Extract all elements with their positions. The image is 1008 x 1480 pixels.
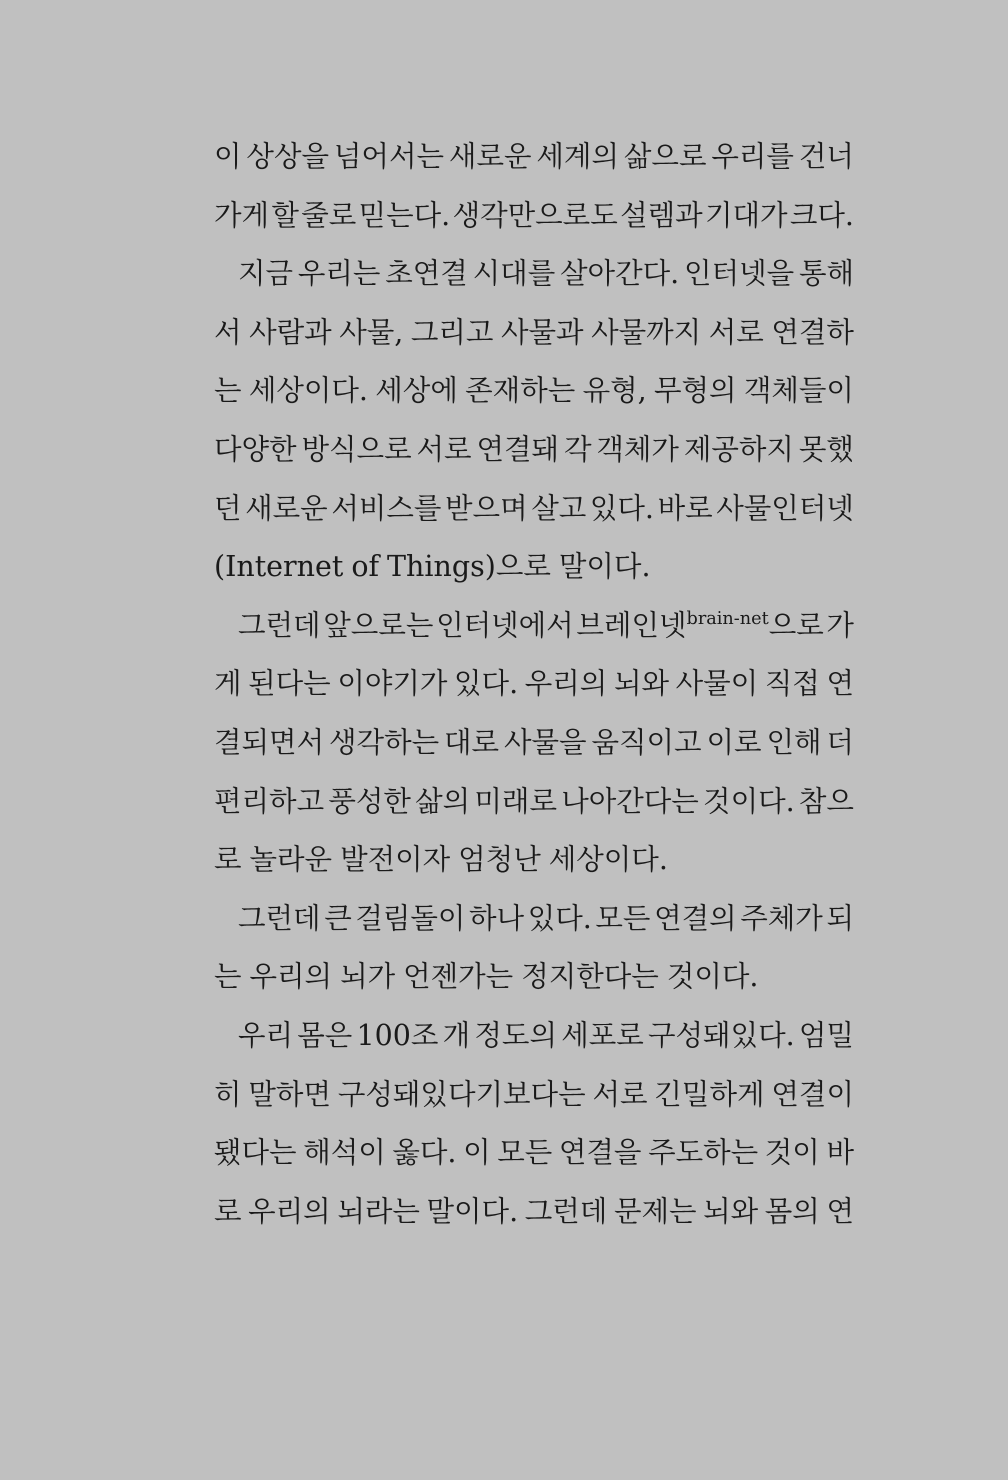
word: 새로운 — [448, 140, 532, 173]
word: 나아간다는 — [561, 784, 699, 818]
text-line — [214, 245, 854, 304]
text-line — [214, 831, 854, 890]
word: 엄밀 — [798, 1018, 854, 1052]
word: 건너 — [798, 140, 854, 173]
word-suffix: 으로 — [768, 608, 824, 642]
word: 크다. — [789, 198, 854, 232]
word: (Internet — [214, 550, 344, 584]
word: 객체가 — [596, 432, 679, 466]
word: 서로 — [592, 1077, 648, 1111]
word: 못했 — [798, 432, 854, 466]
word: 무형의 — [653, 374, 737, 408]
word: 우리의 — [248, 1194, 331, 1228]
word: 모든 — [497, 1136, 553, 1170]
word: 해석이 — [303, 1136, 386, 1170]
word: 되 — [826, 901, 854, 935]
word: 문제는 — [613, 1194, 697, 1228]
word: 사물까지 — [591, 315, 702, 349]
word: 바 — [826, 1136, 854, 1170]
word: 살고 — [531, 491, 587, 525]
word: 연결돼 — [476, 432, 560, 466]
word: 인터넷을 — [684, 257, 795, 291]
word: 풍성한 — [328, 784, 411, 818]
text-line — [214, 1066, 854, 1125]
word: 인터넷에서 — [436, 608, 574, 642]
word: 이 — [214, 140, 242, 173]
word: 기대가 — [704, 198, 788, 232]
word: 있다. — [454, 667, 519, 701]
word: 그리고 — [410, 315, 494, 349]
text-line — [214, 187, 854, 246]
word: 발전이자 — [340, 843, 451, 877]
word: 설렘과 — [620, 198, 703, 232]
word: 사물, — [339, 315, 404, 349]
word: 초연결 — [385, 257, 468, 291]
text-line — [214, 480, 854, 539]
word: 말이다. — [558, 550, 651, 584]
word: 방식으로 — [301, 432, 412, 466]
text-line — [214, 714, 854, 773]
word: 참으 — [798, 784, 854, 818]
text-line — [214, 128, 854, 187]
word: 가게 — [214, 198, 270, 232]
word: 편리하고 — [214, 784, 325, 818]
word: 인해 — [766, 725, 822, 759]
word: 바로 — [657, 491, 713, 525]
word: 앞으로는 — [323, 608, 434, 642]
word: 몸의 — [764, 1194, 820, 1228]
word: 정지한다는 — [521, 960, 659, 994]
word: 주도하는 — [648, 1136, 759, 1170]
word: 세상이다. — [548, 843, 668, 877]
word: 는 — [214, 960, 242, 994]
word: 뇌와 — [613, 667, 669, 701]
word: 믿는다. — [358, 198, 451, 232]
word: 모든 — [595, 901, 651, 935]
text-line — [214, 597, 854, 656]
word: 연 — [826, 1194, 854, 1228]
word: 이로 — [706, 725, 762, 759]
word: 존재하는 — [465, 374, 576, 408]
word: 로 — [214, 843, 242, 877]
word: 있다. — [527, 901, 592, 935]
word: 넘어서는 — [333, 140, 445, 173]
word: 대로 — [444, 725, 500, 759]
word: 언젠가는 — [403, 960, 514, 994]
word: 통해 — [798, 257, 854, 291]
word: 사물인터넷 — [716, 491, 854, 525]
word: 긴밀하게 — [654, 1077, 765, 1111]
word: 이 — [463, 1136, 491, 1170]
word: 결되면서 — [214, 725, 325, 759]
word: 객체들이 — [743, 374, 854, 408]
text-line — [214, 362, 854, 421]
word: 걸림돌이 — [355, 901, 466, 935]
word: 세포로 — [561, 1018, 644, 1052]
word: 생각만으로도 — [452, 198, 618, 232]
text-line — [214, 538, 854, 597]
word: 세상이다. — [248, 374, 368, 408]
word: 100조 — [356, 1018, 439, 1052]
word: 받으며 — [445, 491, 528, 525]
word: 우리의 — [249, 960, 333, 994]
word: 뇌와 — [703, 1194, 759, 1228]
text-line — [214, 890, 854, 949]
word: 줄로 — [301, 198, 357, 232]
text-line — [214, 773, 854, 832]
word: 삶의 — [415, 784, 471, 818]
word: 사물이 — [675, 667, 759, 701]
text-line — [214, 655, 854, 714]
word: 구성돼있다. — [648, 1018, 795, 1052]
word: 놀라운 — [249, 843, 333, 877]
word: 서비스를 — [331, 491, 442, 525]
word: 상상을 — [246, 140, 330, 173]
word: 사물과 — [500, 315, 584, 349]
word: 삶으로 — [623, 140, 707, 173]
word: of — [351, 550, 380, 584]
word: 연결을 — [558, 1136, 642, 1170]
text-line — [214, 1183, 854, 1242]
word: Things)으로 — [387, 550, 551, 584]
word: 각 — [563, 432, 592, 466]
word: 움직이고 — [591, 725, 702, 759]
text-line — [214, 948, 854, 1007]
word: 옳다. — [392, 1136, 457, 1170]
word: 미래로 — [474, 784, 557, 818]
word: 시대를 — [472, 257, 556, 291]
word: 우리의 — [524, 667, 608, 701]
superscript-annotation: brain-net — [686, 608, 769, 629]
word: 서로 — [708, 315, 764, 349]
word: 것이다. — [703, 784, 795, 818]
word: 연 — [826, 667, 854, 701]
word: 로 — [214, 1194, 242, 1228]
word: 된다는 — [248, 667, 331, 701]
word: 던 — [214, 491, 242, 525]
word: 우리는 — [297, 257, 381, 291]
word: 사람과 — [249, 315, 332, 349]
word: 히 — [214, 1077, 242, 1111]
word: 연결의 — [654, 901, 737, 935]
word: 그런데 — [238, 901, 321, 935]
word: 구성돼있다기보다는 — [337, 1077, 586, 1111]
word: 연결하 — [771, 315, 854, 349]
word: 서 — [214, 315, 242, 349]
word: 개 — [442, 1018, 471, 1052]
word: 그런데 — [524, 1194, 608, 1228]
word: 제공하지 — [683, 432, 794, 466]
text-line — [214, 304, 854, 363]
word: 사물을 — [503, 725, 587, 759]
word: 우리 — [238, 1018, 294, 1052]
text-line — [214, 1124, 854, 1183]
body-text — [214, 128, 854, 1241]
word: 살아간다. — [560, 257, 680, 291]
word: 새로운 — [245, 491, 328, 525]
word: 것이 — [764, 1136, 820, 1170]
word: 유형, — [582, 374, 647, 408]
word: 우리를 — [711, 140, 794, 173]
word: 더 — [826, 725, 854, 759]
word: 연결이 — [771, 1077, 854, 1111]
word: 됐다는 — [214, 1136, 297, 1170]
text-line — [214, 1007, 854, 1066]
word: 브레인넷$^{brain-net}$으로 — [576, 608, 824, 642]
word: 는 — [214, 374, 242, 408]
word: 주체가 — [740, 901, 823, 935]
word: 하나 — [469, 901, 525, 935]
word: 있다. — [589, 491, 654, 525]
word: 할 — [271, 198, 299, 232]
text-line — [214, 421, 854, 480]
word: 말이다. — [426, 1194, 519, 1228]
word: 생각하는 — [329, 725, 440, 759]
word: 게 — [214, 667, 242, 701]
word: 뇌라는 — [337, 1194, 420, 1228]
word: 다양한 — [214, 432, 297, 466]
word: 직접 — [764, 667, 820, 701]
word: 것이다. — [666, 960, 759, 994]
word: 가 — [826, 608, 854, 642]
word: 세상에 — [375, 374, 458, 408]
word: 몸은 — [297, 1018, 353, 1052]
word: 뇌가 — [340, 960, 396, 994]
word: 서로 — [416, 432, 472, 466]
word: 그런데 — [238, 608, 321, 642]
word: 말하면 — [248, 1077, 331, 1111]
word: 지금 — [238, 257, 294, 291]
word: 정도의 — [474, 1018, 557, 1052]
word: 이야기가 — [337, 667, 448, 701]
word: 큰 — [324, 901, 352, 935]
word: 세계의 — [536, 140, 619, 173]
word: 엄청난 — [458, 843, 541, 877]
